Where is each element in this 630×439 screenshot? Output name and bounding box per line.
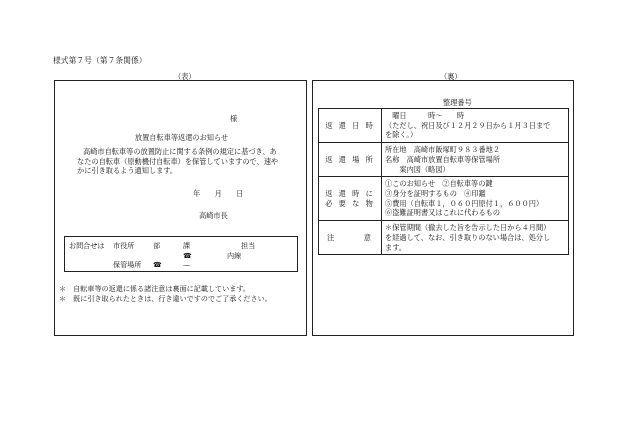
body-line: なたの自転車（原動機付自転車）を保管していますので、速や [77, 156, 279, 166]
back-panel [312, 80, 574, 336]
row-content [382, 177, 569, 221]
reference-number-label: 整理番号 [443, 98, 472, 107]
row-label: 返 還 日 時 [319, 109, 382, 143]
note-item: ＊ 既に引き取られたときは、行き違いですのでご了承ください。 [59, 293, 272, 303]
contact-table [69, 241, 255, 270]
front-panel [54, 80, 307, 336]
content-line: 案内図（略図） [385, 164, 450, 174]
date-line: 年 月 日 [193, 189, 244, 198]
content-line: （ただし、祝日及び１２月２９日から１月３日まで [385, 120, 551, 130]
phone-icon: ☎ [183, 250, 192, 260]
body-line: 高崎市自転車等の放置防止に関する条例の規定に基づき、あ [83, 147, 277, 156]
storage-label: 保管場所 [113, 260, 142, 270]
info-table [318, 108, 569, 255]
content-line: ⑤費用（自転車１，０６０円原付１，６００円） [385, 198, 544, 208]
notice-title: 放置自転車等返還のお知らせ [134, 133, 229, 142]
contact-office: 市役所 [113, 241, 135, 250]
body-line: かに引き取るよう通知します。 [77, 166, 178, 176]
contact-label: お問合せは [69, 241, 105, 250]
content-line: 曜日 時〜 時 [385, 111, 465, 120]
storage-dash: — [183, 260, 191, 270]
content-line: ⑥盗難証明書又はこれに代わるもの [385, 208, 501, 218]
form-title: 様式第７号（第７条関係） [53, 56, 147, 65]
row-content [382, 143, 569, 177]
table-row [319, 143, 569, 177]
content-line: 所在地 高崎市飯塚町９８３番地２ [385, 145, 501, 155]
row-content [382, 221, 569, 255]
content-line: ①このお知らせ ②自転車等の鍵 [385, 179, 493, 189]
storage-phone-icon: ☎ [153, 260, 162, 270]
content-line: ます。 [385, 242, 406, 252]
table-row [319, 109, 569, 143]
contact-tanto: 担当 [241, 241, 256, 250]
notes [59, 284, 307, 303]
contact-naisen: 内線 [227, 250, 242, 260]
table-row [319, 221, 569, 255]
back-side-label: （裏） [440, 72, 462, 81]
content-line: ③身分を証明するもの ④印鑑 [385, 189, 486, 199]
row-content [382, 109, 569, 143]
issuer-name: 高崎市長 [199, 211, 228, 220]
row-label: 注 意 [319, 221, 382, 255]
sama-label: 様 [230, 114, 238, 123]
content-line: を除く。） [385, 130, 418, 140]
notice-body [77, 147, 305, 176]
front-side-label: （表） [174, 72, 196, 81]
row-label: 返 還 場 所 [319, 143, 382, 177]
content-line: 名称 高崎市放置自転車等保管場所 [385, 154, 501, 164]
content-line: ＊保管期間（撤去した旨を告示した日から４月間） [385, 223, 551, 233]
content-line: を経過して、なお、引き取りのない場合は、処分し [385, 232, 551, 242]
row-label: 返 還 時 に 必 要 な 物 [319, 177, 382, 221]
contact-box [64, 236, 298, 272]
contact-bu: 部 [153, 241, 161, 250]
table-row [319, 177, 569, 221]
contact-ka: 課 [183, 241, 191, 250]
note-item: ＊ 自転車等の返還に係る諸注意は裏面に記載しています。 [59, 284, 250, 293]
